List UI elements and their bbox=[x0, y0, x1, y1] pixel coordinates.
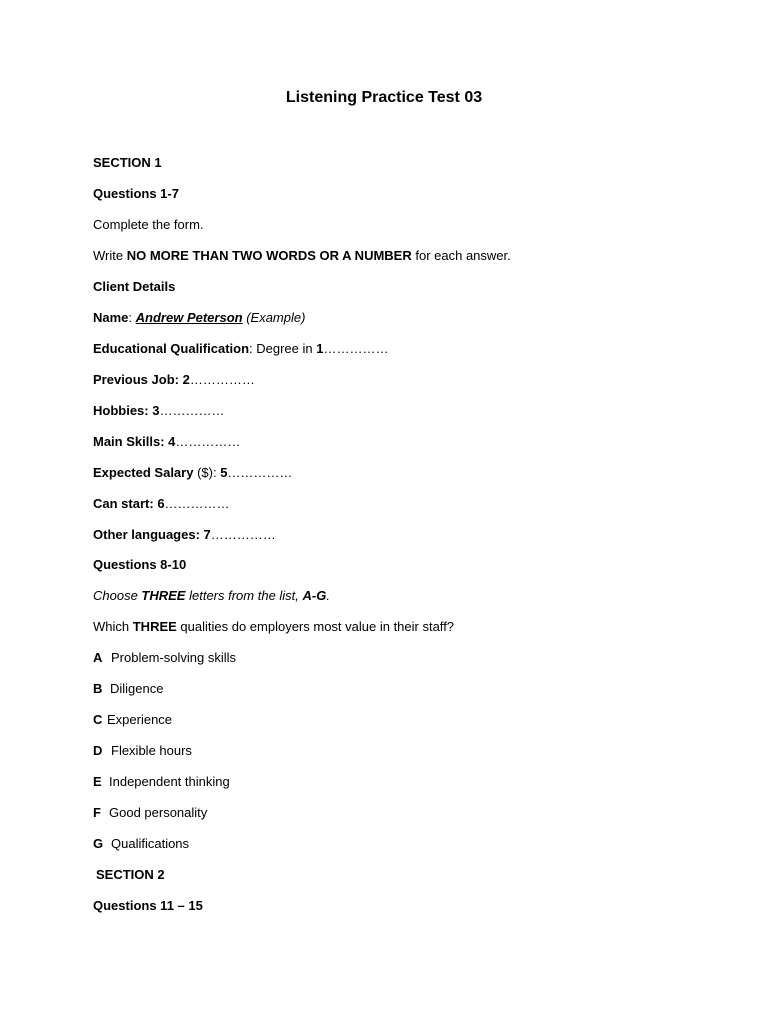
form-field-label: Previous Job bbox=[93, 372, 175, 387]
instruction-complete-form: Complete the form. bbox=[93, 217, 204, 232]
form-field-label: Hobbies bbox=[93, 403, 145, 418]
answer-blank-2[interactable]: …………… bbox=[189, 372, 255, 387]
form-field-mid: ($): bbox=[193, 465, 221, 480]
form-field-label: Main Skills bbox=[93, 434, 161, 449]
answer-blank-5[interactable]: …………… bbox=[227, 465, 293, 480]
option-letter: F bbox=[93, 805, 101, 820]
form-field-mid: : Degree in bbox=[249, 341, 317, 356]
option-letter: B bbox=[93, 681, 103, 696]
form-field-name bbox=[93, 310, 305, 326]
form-field-name-value: Andrew Peterson bbox=[135, 310, 243, 325]
form-field-number: 5 bbox=[220, 465, 228, 480]
form-field-mid: : bbox=[144, 403, 153, 418]
option-letter: D bbox=[93, 743, 103, 758]
option-f[interactable] bbox=[93, 805, 207, 821]
section-2-heading: SECTION 2 bbox=[96, 867, 165, 882]
form-field-mid: : bbox=[149, 496, 158, 511]
option-e[interactable] bbox=[93, 774, 230, 790]
question-bold: THREE bbox=[132, 619, 177, 634]
option-text: Independent thinking bbox=[109, 774, 230, 789]
answer-blank-6[interactable]: …………… bbox=[164, 496, 230, 511]
form-field-number: 3 bbox=[152, 403, 160, 418]
form-field-mid: : bbox=[160, 434, 169, 449]
option-b[interactable] bbox=[93, 681, 163, 697]
option-text: Experience bbox=[107, 712, 173, 727]
form-field-7 bbox=[93, 527, 276, 543]
answer-blank-4[interactable]: …………… bbox=[175, 434, 241, 449]
page-title: Listening Practice Test 03 bbox=[285, 89, 483, 106]
option-letter: G bbox=[93, 836, 104, 851]
option-g[interactable] bbox=[93, 836, 189, 852]
option-letter: E bbox=[93, 774, 102, 789]
form-field-1 bbox=[93, 341, 388, 357]
choose-post: . bbox=[326, 588, 330, 603]
form-field-number: 2 bbox=[182, 372, 190, 387]
option-c[interactable] bbox=[93, 712, 172, 728]
form-field-4 bbox=[93, 434, 240, 450]
option-text: Problem-solving skills bbox=[111, 650, 236, 665]
choose-bold-three: THREE bbox=[141, 588, 186, 603]
form-field-label: Can start bbox=[93, 496, 150, 511]
form-field-name-note: (Example) bbox=[242, 310, 306, 325]
question-post: qualities do employers most value in their staff? bbox=[176, 619, 455, 634]
form-field-number: 7 bbox=[203, 527, 211, 542]
questions-11-15-heading: Questions 11 – 15 bbox=[93, 898, 203, 913]
form-field-number: 4 bbox=[168, 434, 176, 449]
form-field-label: Educational Qualification bbox=[93, 341, 250, 356]
instruction-word-limit-bold: NO MORE THAN TWO WORDS OR A NUMBER bbox=[126, 248, 412, 263]
form-field-mid: : bbox=[174, 372, 183, 387]
option-a[interactable] bbox=[93, 650, 236, 666]
answer-blank-3[interactable]: …………… bbox=[159, 403, 225, 418]
instruction-word-limit bbox=[93, 248, 511, 264]
form-field-number: 6 bbox=[157, 496, 165, 511]
form-field-name-sep: : bbox=[128, 310, 136, 325]
question-pre: Which bbox=[93, 619, 133, 634]
answer-blank-7[interactable]: …………… bbox=[210, 527, 276, 542]
form-field-name-label: Name bbox=[93, 310, 129, 325]
choose-bold-range: A-G bbox=[302, 588, 327, 603]
section-1-heading: SECTION 1 bbox=[93, 155, 162, 170]
option-letter: A bbox=[93, 650, 103, 665]
choose-pre: Choose bbox=[93, 588, 142, 603]
question-text bbox=[93, 619, 454, 635]
answer-blank-1[interactable]: …………… bbox=[323, 341, 389, 356]
option-text: Good personality bbox=[109, 805, 208, 820]
form-field-3 bbox=[93, 403, 224, 419]
instruction-word-limit-pre: Write bbox=[93, 248, 127, 263]
option-text: Qualifications bbox=[111, 836, 190, 851]
form-field-label: Other languages bbox=[93, 527, 196, 542]
form-field-5 bbox=[93, 465, 292, 481]
instruction-choose-letters bbox=[93, 588, 330, 604]
option-text: Diligence bbox=[110, 681, 164, 696]
questions-1-7-heading: Questions 1-7 bbox=[93, 186, 179, 201]
form-field-mid: : bbox=[195, 527, 204, 542]
questions-8-10-heading: Questions 8-10 bbox=[93, 557, 187, 572]
form-field-number: 1 bbox=[316, 341, 324, 356]
instruction-word-limit-post: for each answer. bbox=[411, 248, 511, 263]
choose-mid: letters from the list, bbox=[185, 588, 303, 603]
form-field-2 bbox=[93, 372, 255, 388]
form-field-6 bbox=[93, 496, 230, 512]
form-title: Client Details bbox=[93, 279, 176, 294]
form-field-label: Expected Salary bbox=[93, 465, 194, 480]
option-letter: C bbox=[93, 712, 103, 727]
option-d[interactable] bbox=[93, 743, 192, 759]
option-text: Flexible hours bbox=[111, 743, 192, 758]
